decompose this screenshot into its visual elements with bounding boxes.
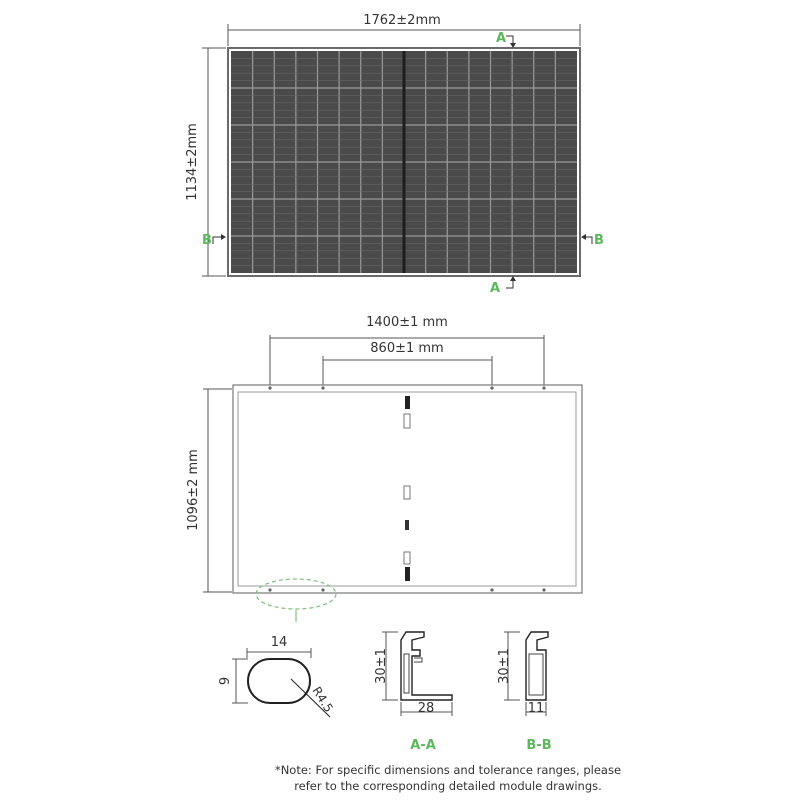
section-aa-title: A-A [410,738,436,753]
junction-box-lower [404,552,410,564]
hole-radius-label: R4.5 [309,684,336,715]
footnote [268,762,628,794]
section-aa-width-label: 28 [417,701,435,716]
section-b-left-marker: B [202,233,212,248]
section-aa-height-label: 30±1 [374,648,389,684]
inner-mounting-label: 860±1 mm [370,341,444,356]
section-bb-title: B-B [526,738,552,753]
section-bb-height-label: 30±1 [497,648,512,684]
footnote-line-2: refer to the corresponding detailed module drawings. [294,779,602,793]
section-bb [497,632,552,753]
back-height-label: 1096±2 mm [186,449,201,531]
section-aa [374,632,452,753]
slot-hole [248,659,310,703]
back-view [186,315,582,622]
cable-top [404,414,410,428]
connector-top [405,396,410,409]
section-b-right-marker: B [594,233,604,248]
section-a-bottom-marker: A [490,281,501,296]
junction-box-upper [404,486,410,499]
hole-detail [218,635,336,717]
junction-box-middle [405,520,409,530]
outer-mounting-label: 1400±1 mm [366,315,448,330]
section-bb-width-label: 11 [527,701,545,716]
front-width-label: 1762±2mm [363,13,441,28]
junction-box-cables [404,396,410,581]
hole-width-label: 14 [270,635,288,650]
connector-bottom [405,567,410,581]
front-height-label: 1134±2mm [185,123,200,201]
section-a-top-marker: A [496,31,507,46]
front-view [185,13,604,296]
hole-height-label: 9 [218,676,233,686]
footnote-line-1: *Note: For specific dimensions and tolerance ranges, please [274,763,622,777]
